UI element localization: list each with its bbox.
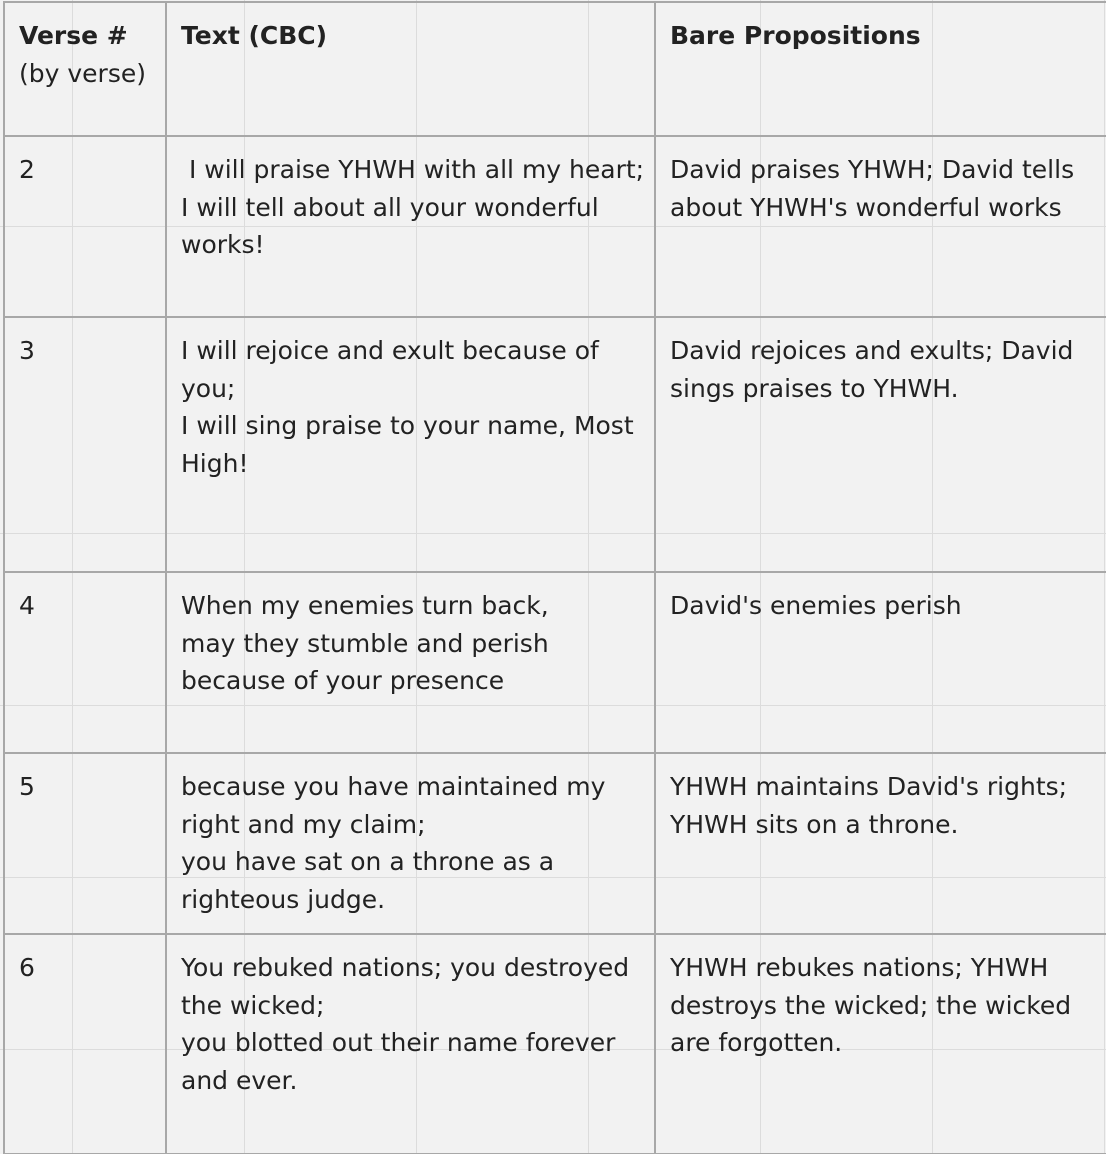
text-line: When my enemies turn back, xyxy=(181,591,549,620)
text-line: I will rejoice and exult because of you; xyxy=(181,336,599,403)
text-line: because of your presence xyxy=(181,666,505,695)
text-cell[interactable] xyxy=(166,136,655,317)
text-line: I will tell about all your wonderful works! xyxy=(181,192,599,259)
table-row xyxy=(4,136,1106,317)
header-propositions[interactable]: Bare Propositions xyxy=(655,2,1106,136)
header-verse[interactable] xyxy=(4,2,166,136)
text-line: You rebuked nations; you destroyed the wicked; xyxy=(181,953,630,1020)
text-cell[interactable] xyxy=(166,572,655,753)
text-line: because you have maintained my right and my claim; xyxy=(181,772,606,839)
proposition-cell[interactable]: YHWH maintains David's rights; YHWH sits on a throne. xyxy=(655,753,1106,934)
proposition-cell[interactable]: David praises YHWH; David tells about YHWH's wonderful works xyxy=(655,136,1106,317)
text-cell[interactable] xyxy=(166,934,655,1154)
proposition-cell[interactable]: YHWH rebukes nations; YHWH destroys the wicked; the wicked are forgotten. xyxy=(655,934,1106,1154)
verse-cell[interactable]: 6 xyxy=(4,934,166,1154)
header-verse-sublabel: (by verse) xyxy=(19,58,146,88)
text-line: you have sat on a throne as a righteous judge. xyxy=(181,847,555,914)
verse-cell[interactable]: 2 xyxy=(4,136,166,317)
text-line: you blotted out their name forever and ever. xyxy=(181,1028,616,1095)
header-verse-label: Verse # xyxy=(19,21,128,50)
table-row xyxy=(4,317,1106,572)
text-line: I will praise YHWH with all my heart; xyxy=(181,155,645,184)
verse-cell[interactable]: 3 xyxy=(4,317,166,572)
table-row xyxy=(4,753,1106,934)
table-header-row xyxy=(4,2,1106,136)
proposition-cell[interactable]: David rejoices and exults; David sings praises to YHWH. xyxy=(655,317,1106,572)
table-row xyxy=(4,934,1106,1154)
text-line: I will sing praise to your name, Most High! xyxy=(181,411,634,478)
proposition-cell[interactable]: David's enemies perish xyxy=(655,572,1106,753)
text-cell[interactable] xyxy=(166,753,655,934)
text-line: may they stumble and perish xyxy=(181,628,549,658)
header-text[interactable]: Text (CBC) xyxy=(166,2,655,136)
table-row xyxy=(4,572,1106,753)
verse-table xyxy=(3,1,1106,1154)
verse-cell[interactable]: 5 xyxy=(4,753,166,934)
verse-cell[interactable]: 4 xyxy=(4,572,166,753)
text-cell[interactable] xyxy=(166,317,655,572)
